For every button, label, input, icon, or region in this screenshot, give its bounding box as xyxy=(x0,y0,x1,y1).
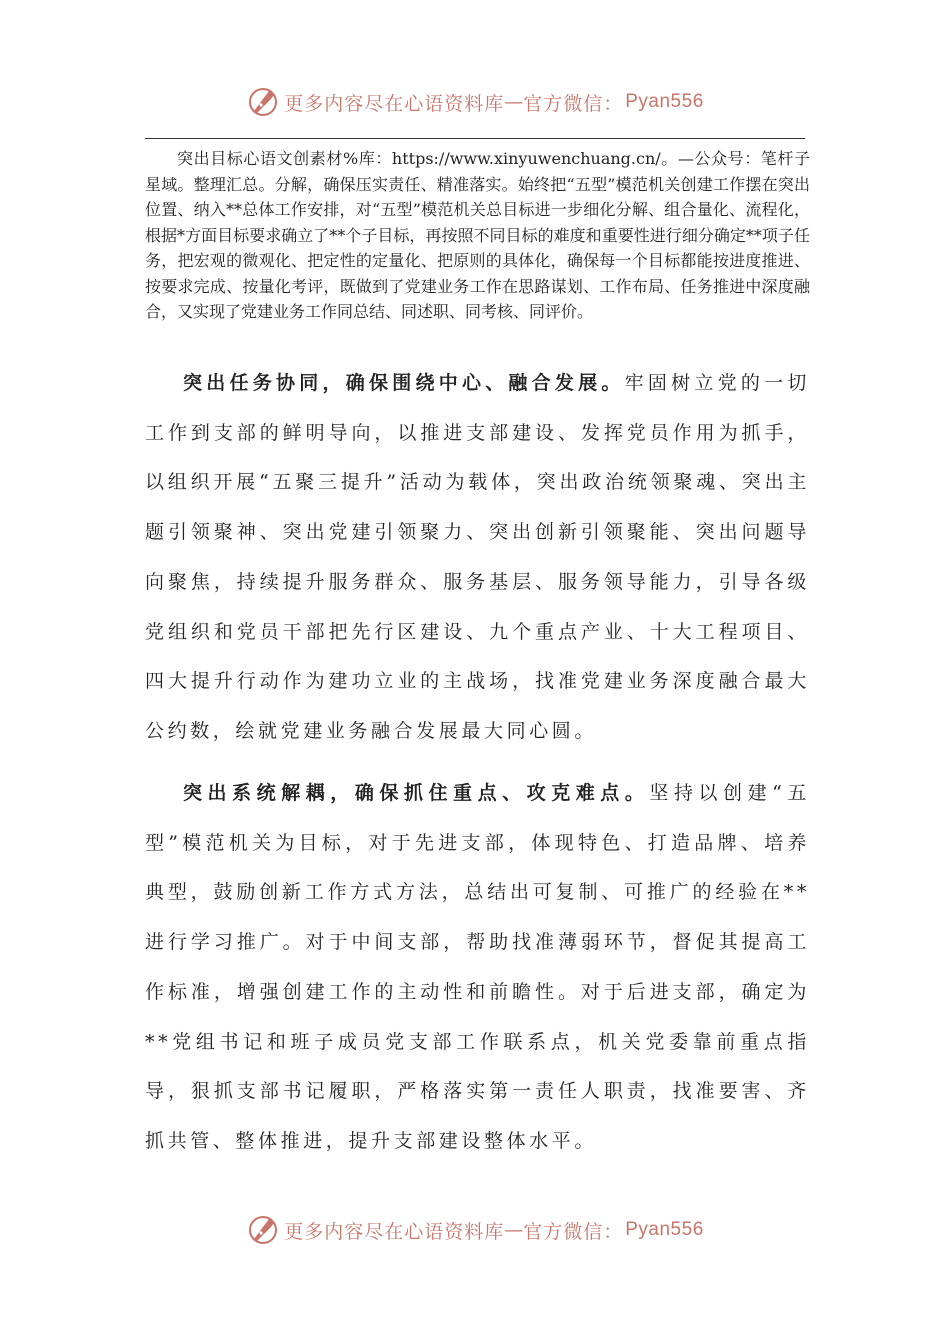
paragraph-2-body: 坚持以创建“五型”模范机关为目标，对于先进支部，体现特色、打造品牌、培养典型，鼓励创新工作方式方法，总结出可复制、可推广的经验在**进行学习推广。对于中间支部，帮助找准薄弱环节，督促其提高工作标准，增强创建工作的主动性和前瞻性。对于后进支部，确定为**党组书记和班子成员党支部工作联系点，机关党委靠前重点指导，狠抓支部书记履职，严格落实第一责任人职责，找准要害、齐抓共管、整体推进，提升支部建设整体水平。 xyxy=(145,782,811,1152)
watermark-label: 官方微信： xyxy=(523,1220,624,1243)
pen-nib-icon xyxy=(246,85,280,119)
header-watermark xyxy=(0,82,950,122)
paragraph-objective-breakdown: 突出目标心语文创素材%库：https://www.xinyuwenchuang.cn/。—公众号：笔杆子星域。整理汇总。分解，确保压实责任、精准落实。始终把“五型”模范机关创建工作摆在突出位置、纳入**总体工作安排，对“五型”模范机关总目标进一步细化分解、组合量化、流程化，根据*方面目标要求确立了**个子目标，再按照不同目标的难度和重要性进行细分确定**项子任务，把宏观的微观化、把定性的定量化、把原则的具体化，确保每一个目标都能按进度推进、按要求完成、按量化考评，既做到了党建业务工作在思路谋划、工作布局、任务推进中深度融合，又实现了党建业务工作同总结、同述职、同考核、同评价。 xyxy=(145,149,810,321)
watermark-wechat-id: Pyan556 xyxy=(625,91,704,112)
watermark-separator: — xyxy=(504,91,524,113)
paragraph-1-body: 牢固树立党的一切工作到支部的鲜明导向，以推进支部建设、发挥党员作用为抓手，以组织开展“五聚三提升”活动为载体，突出政治统领聚魂、突出主题引领聚神、突出党建引领聚力、突出创新引领聚能、突出问题导向聚焦，持续提升服务群众、服务基层、服务领导能力，引导各级党组织和党员干部把先行区建设、九个重点产业、十大工程项目、四大提升行动作为建功立业的主战场，找准党建业务深度融合最大公约数，绘就党建业务融合发展最大同心圆。 xyxy=(145,372,810,742)
footer-watermark xyxy=(0,1210,950,1250)
pen-nib-icon xyxy=(246,1213,280,1247)
watermark-label: 官方微信： xyxy=(523,92,624,115)
paragraph-2-heading: 突出系统解耦，确保抓住重点、攻克难点。 xyxy=(183,782,650,804)
header-divider xyxy=(145,138,805,139)
paragraph-task-coordination xyxy=(145,359,810,757)
paragraph-system-decoupling xyxy=(145,769,810,1167)
watermark-main-text: 更多内容尽在心语资料库 xyxy=(284,1220,505,1243)
paragraph-1-heading: 突出任务协同，确保围绕中心、融合发展。 xyxy=(183,372,625,394)
watermark-separator: — xyxy=(504,1219,524,1241)
watermark-wechat-id: Pyan556 xyxy=(625,1219,704,1240)
watermark-main-text: 更多内容尽在心语资料库 xyxy=(284,92,505,115)
